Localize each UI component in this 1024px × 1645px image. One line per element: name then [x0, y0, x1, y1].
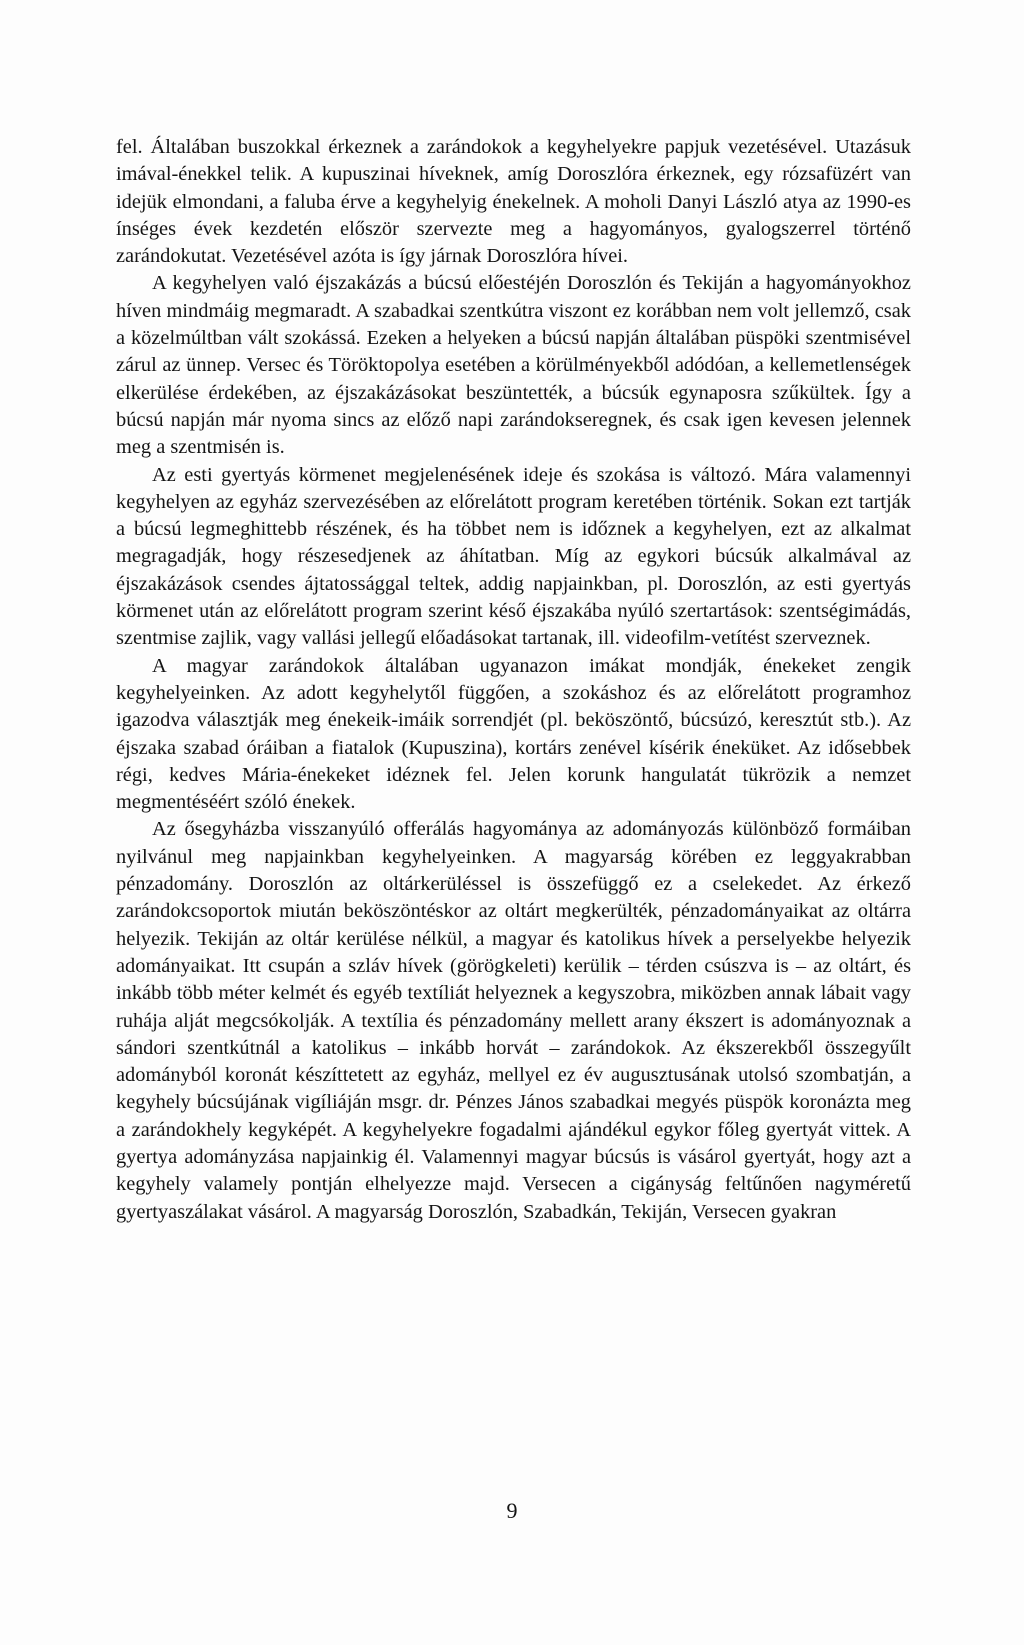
paragraph-5: Az ősegyházba visszanyúló offerálás hagyománya az adományozás különböző formáiban nyilvánul meg napjainkban kegyhelyeinken. A magyarság körében ez leggyakrabban pénzadomány. Doroszlón az oltárkerüléssel is összefüggő ez a cselekedet. Az érkező zarándokcsoportok miután beköszöntéskor az oltárt megkerülték, pénzadományaikat az oltárra helyezik. Tekiján az oltár kerülése nélkül, a magyar és katolikus hívek a perselyekbe helyezik adományaikat. Itt csupán a szláv hívek (görögkeleti) kerülik – térden csúszva is – az oltárt, és inkább több méter kelmét és egyéb textíliát helyeznek a kegyszobra, miközben annak lábait vagy ruhája alját megcsókolják. A textília és pénzadomány mellett arany ékszert is adományoznak a sándori szentkútnál a katolikus – inkább horvát – zarándokok. Az ékszerekből összegyűlt adományból koronát készíttetett az egyház, mellyel ez év augusztusának utolsó szombatján, a kegyhely búcsújának vigíliáján msgr. dr. Pénzes János szabadkai megyés püspök koronázta meg a zarándokhely kegyképét. A kegyhelyekre fogadalmi ajándékul egykor főleg gyertyát vittek. A gyertya adományzása napjainkig él. Valamennyi magyar búcsús is vásárol gyertyát, hogy azt a kegyhely valamely pontján elhelyezze majd. Versecen a cigányság feltűnően nagyméretű gyertyaszálakat vásárol. A magyarság Doroszlón, Szabadkán, Tekiján, Versecen gyakran	[116, 818, 911, 1223]
body-text	[116, 134, 911, 1226]
page-number: 9	[506, 1498, 518, 1523]
paragraph-1: fel. Általában buszokkal érkeznek a zarándokok a kegyhelyekre papjuk vezetésével. Utazásuk imával-énekkel telik. A kupuszinai híveknek, amíg Doroszlóra érkeznek, egy rózsafüzért van idejük elmondani, a faluba érve a kegyhelyig énekelnek. A moholi Danyi László atya az 1990-es ínséges évek kezdetén először szervezte meg a hagyományos, gyalogszerrel történő zarándokutat. Vezetésével azóta is így járnak Doroszlóra hívei.	[116, 136, 911, 268]
paragraph-2: A kegyhelyen való éjszakázás a búcsú előestéjén Doroszlón és Tekiján a hagyományokhoz híven mindmáig megmaradt. A szabadkai szentkútra viszont ez korábban nem volt jellemző, csak a közelmúltban vált szokássá. Ezeken a helyeken a búcsú napján általában püspöki szentmisével zárul az ünnep. Versec és Töröktopolya esetében a körülményekből adódóan, a kellemetlenségek elkerülése érdekében, az éjszakázásokat beszüntették, a búcsúk egynaposra szűkültek. Így a búcsú napján már nyoma sincs az előző napi zarándokseregnek, és csak igen kevesen jelennek meg a szentmisén is.	[116, 272, 911, 459]
paragraph-4: A magyar zarándokok általában ugyanazon imákat mondják, énekeket zengik kegyhelyeinken. Az adott kegyhelytől függően, a szokáshoz és az előrelátott programhoz igazodva választják meg énekeik-imáik sorrendjét (pl. beköszöntő, búcsúzó, keresztút stb.). Az éjszaka szabad óráiban a fiatalok (Kupuszina), kortárs zenével kísérik éneküket. Az idősebbek régi, kedves Mária-énekeket idéznek fel. Jelen korunk hangulatát tükrözik a nemzet megmentéséért szóló énekek.	[116, 654, 911, 814]
paragraph-3: Az esti gyertyás körmenet megjelenésének ideje és szokása is változó. Mára valamennyi kegyhelyen az egyház szervezésében az előrelátott program keretében történik. Sokan ezt tartják a búcsú legmeghittebb részének, és ha többet nem is időznek a kegyhelyen, ezt az alkalmat megragadják, hogy részesedjenek az áhítatban. Míg az egykori búcsúk alkalmával az éjszakázások csendes ájtatossággal teltek, addig napjainkban, pl. Doroszlón, az esti gyertyás körmenet után az előrelátott program szerint késő éjszakába nyúló szertartások: szentségimádás, szentmise zajlik, vagy vallási jellegű előadásokat tartanak, ill. videofilm-vetítést szerveznek.	[116, 463, 911, 650]
